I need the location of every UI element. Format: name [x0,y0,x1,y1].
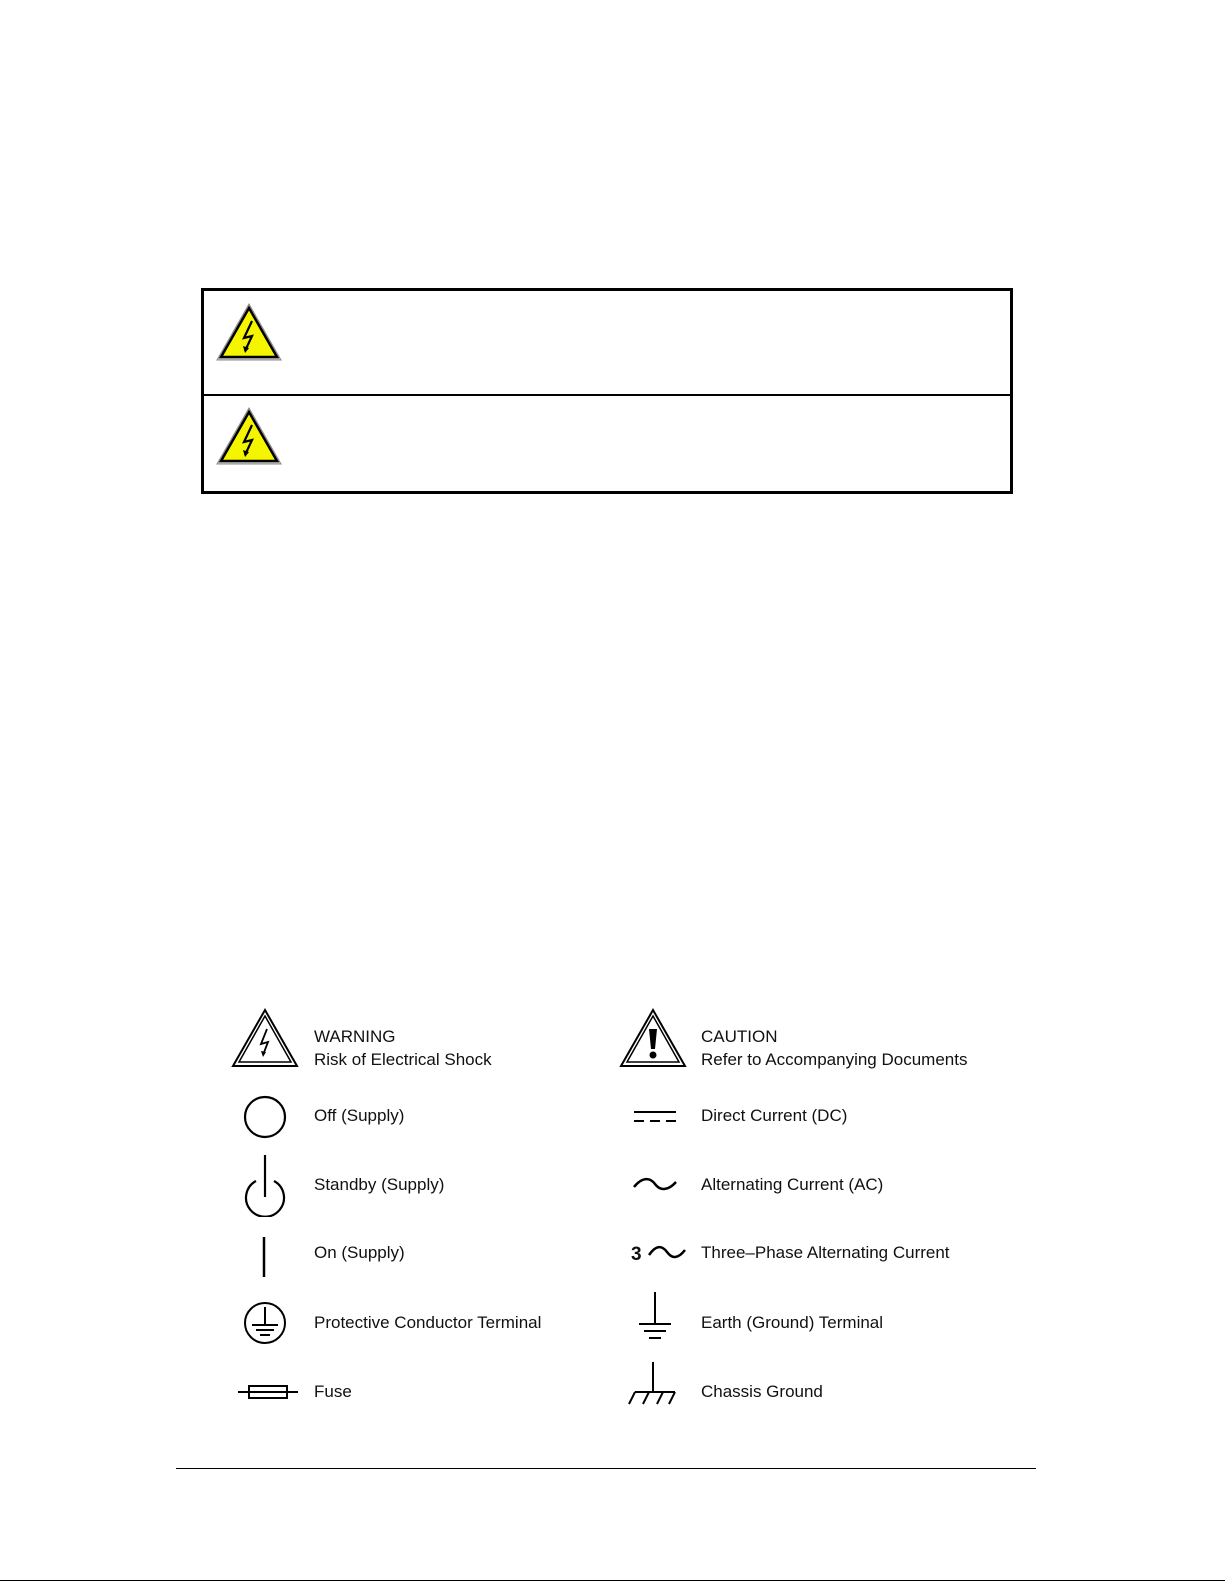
legend-item-fuse [225,1373,605,1409]
legend-label: Fuse [314,1382,352,1401]
legend-item-standby [225,1153,605,1217]
direct-current-icon [632,1107,678,1127]
legend-label: Direct Current (DC) [701,1106,848,1125]
legend-label: Protective Conductor Terminal [314,1313,542,1332]
standby-supply-icon [242,1153,288,1217]
legend-item-chassis-ground [617,1358,985,1408]
legend-label: Standby (Supply) [314,1175,445,1194]
earth-ground-icon [635,1290,675,1344]
alternating-current-icon [632,1175,678,1195]
shock-warning-icon [231,1007,299,1069]
page-bottom-rule [0,1580,1225,1581]
legend-item-off [225,1091,605,1141]
legend-label: Off (Supply) [314,1106,405,1125]
legend-item-protective-conductor [225,1298,605,1346]
legend-item-warning [225,1003,605,1073]
legend-label: Alternating Current (AC) [701,1175,884,1194]
protective-conductor-icon [242,1300,288,1346]
legend-label: Earth (Ground) Terminal [701,1313,884,1332]
electrical-hazard-icon [214,301,284,363]
warning-row [204,291,1010,396]
warning-row [204,396,1010,491]
symbol-legend [225,1003,985,1423]
electrical-hazard-icon [214,405,284,467]
fuse-icon [237,1381,299,1403]
legend-label: On (Supply) [314,1243,405,1262]
legend-label: Chassis Ground [701,1382,823,1401]
three-phase-digit: 3 [631,1244,642,1265]
chassis-ground-icon [627,1360,679,1408]
legend-label: Risk of Electrical Shock [314,1050,492,1069]
legend-label: Three–Phase Alternating Current [701,1243,950,1262]
off-supply-icon [242,1094,288,1140]
legend-item-caution [617,1003,985,1073]
legend-label: CAUTION [701,1027,778,1046]
warning-box [201,288,1013,494]
legend-item-earth-ground [617,1288,985,1346]
footer-rule [176,1468,1036,1469]
legend-label: Refer to Accompanying Documents [701,1050,968,1069]
on-supply-icon [253,1235,273,1279]
legend-item-dc [617,1091,985,1141]
caution-icon [619,1007,687,1069]
legend-item-on [225,1233,605,1279]
legend-item-ac [617,1153,985,1217]
legend-item-three-phase [617,1233,985,1279]
legend-label: WARNING [314,1027,396,1046]
three-phase-ac-icon [647,1243,687,1263]
